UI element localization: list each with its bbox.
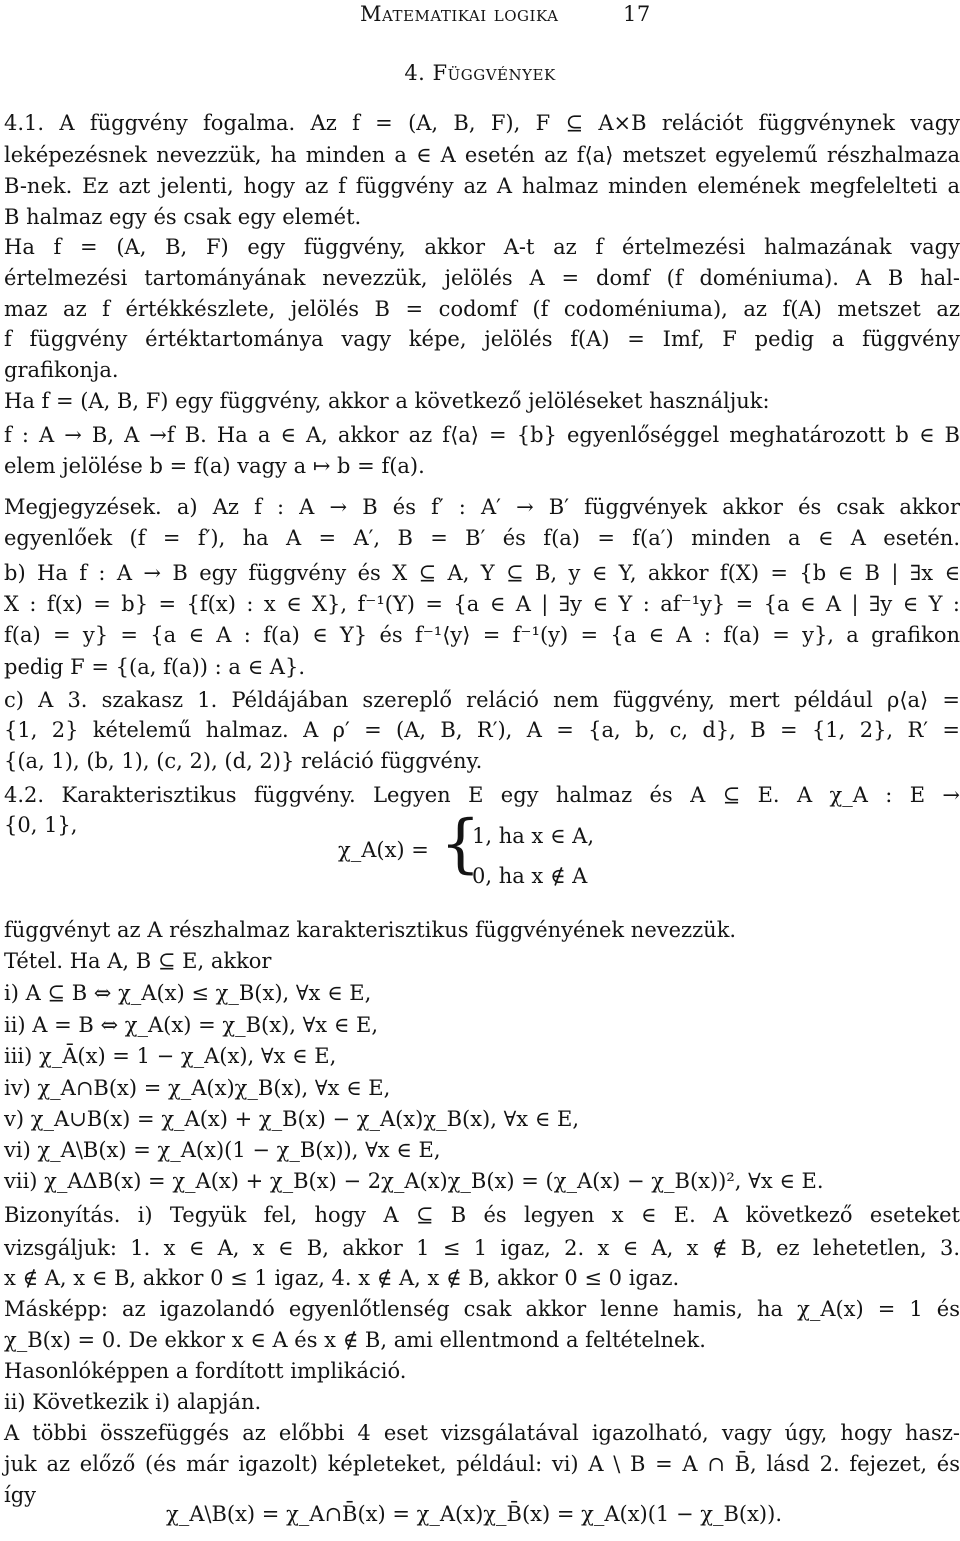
text-line: iv) χ_A∩B(x) = χ_A(x)χ_B(x), ∀x ∈ E, [4, 1076, 391, 1100]
display-formula-final: χ_A\B(x) = χ_A∩B̄(x) = χ_A(x)χ_B̄(x) = χ_A(x)(1 − χ_B(x)). [166, 1502, 782, 1526]
text-line: Tétel. Ha A, B ⊆ E, akkor [4, 949, 272, 973]
text-line: juk az előző (és már igazolt) képleteket, például: vi) A \ B = A ∩ B̄, lásd 2. fejezet, és [4, 1452, 960, 1476]
text-line: egyenlőek (f = f′), ha A = A′, B = B′ és f(a) = f(a′) minden a ∈ A esetén. [4, 526, 960, 550]
text-line: {1, 2} kételemű halmaz. A ρ′ = (A, B, R′), A = {a, b, c, d}, B = {1, 2}, R′ = [4, 718, 960, 742]
text-line: iii) χ_Ā(x) = 1 − χ_A(x), ∀x ∈ E, [4, 1044, 337, 1068]
text-line: leképezésnek nevezzük, ha minden a ∈ A esetén az f⟨a⟩ metszet egyelemű részhalmaza [4, 143, 960, 167]
text-line: Bizonyítás. i) Tegyük fel, hogy A ⊆ B és legyen x ∈ E. A következő eseteket [4, 1203, 960, 1227]
text-line: ii) Következik i) alapján. [4, 1390, 262, 1414]
text-line: c) A 3. szakasz 1. Példájában szereplő reláció nem függvény, mert például ρ⟨a⟩ = [4, 688, 960, 712]
text-line: pedig F = {(a, f(a)) : a ∈ A}. [4, 655, 306, 679]
text-line: A többi összefüggés az előbbi 4 eset vizsgálatával igazolható, vagy úgy, hogy hasz- [4, 1421, 960, 1445]
text-line: {(a, 1), (b, 1), (c, 2), (d, 2)} reláció függvény. [4, 749, 483, 773]
text-line: grafikonja. [4, 358, 119, 382]
cases-brace: { [440, 807, 481, 881]
text-line: χ_B(x) = 0. De ekkor x ∈ A és x ∉ B, ami ellentmond a feltételnek. [4, 1328, 706, 1352]
text-line: vii) χ_AΔB(x) = χ_A(x) + χ_B(x) − 2χ_A(x)χ_B(x) = (χ_A(x) − χ_B(x))², ∀x ∈ E. [4, 1169, 824, 1193]
text-line: v) χ_A∪B(x) = χ_A(x) + χ_B(x) − χ_A(x)χ_B(x), ∀x ∈ E, [4, 1107, 579, 1131]
text-line: Másképp: az igazolandó egyenlőtlenség csak akkor lenne hamis, ha χ_A(x) = 1 és [4, 1297, 960, 1321]
text-line: elem jelölése b = f(a) vagy a ↦ b = f(a). [4, 454, 425, 478]
text-line: vi) χ_A\B(x) = χ_A(x)(1 − χ_B(x)), ∀x ∈ E, [4, 1138, 441, 1162]
display-formula-case-1: 1, ha x ∈ A, [472, 824, 595, 848]
display-formula-case-2: 0, ha x ∉ A [472, 864, 588, 888]
text-line: függvényt az A részhalmaz karakterisztikus függvényének nevezzük. [4, 918, 737, 942]
text-line: 4.1. A függvény fogalma. Az f = (A, B, F), F ⊆ A×B relációt függvénynek vagy [4, 111, 960, 135]
text-line: i) A ⊆ B ⇔ χ_A(x) ≤ χ_B(x), ∀x ∈ E, [4, 981, 372, 1005]
text-line: B-nek. Ez azt jelenti, hogy az f függvény az A halmaz minden elemének megfelelteti a [4, 174, 960, 198]
display-formula-lhs: χ_A(x) = [338, 838, 429, 862]
running-header [360, 0, 960, 28]
text-line: vizsgáljuk: 1. x ∈ A, x ∈ B, akkor 1 ≤ 1 igaz, 2. x ∈ A, x ∉ B, ez lehetetlen, 3. [4, 1236, 960, 1260]
running-title: Matematikai logika [360, 2, 559, 26]
text-line: b) Ha f : A → B egy függvény és X ⊆ A, Y ⊆ B, y ∈ Y, akkor f(X) = {b ∈ B | ∃x ∈ [4, 561, 960, 585]
text-line: f(a) = y} = {a ∈ A : f(a) ∈ Y} és f⁻¹⟨y⟩ = f⁻¹(y) = {a ∈ A : f(a) = y}, a grafikon [4, 623, 960, 647]
text-line: ii) A = B ⇔ χ_A(x) = χ_B(x), ∀x ∈ E, [4, 1013, 379, 1037]
text-line: Ha f = (A, B, F) egy függvény, akkor A-t az f értelmezési halmazának vagy [4, 235, 960, 259]
text-line: értelmezési tartományának nevezzük, jelölés A = domf (f doméniuma). A B hal- [4, 266, 960, 290]
text-line: 4.2. Karakterisztikus függvény. Legyen E egy halmaz és A ⊆ E. A χ_A : E → [4, 783, 960, 807]
text-line: X : f(x) = b} = {f(x) : x ∈ X}, f⁻¹(Y) = {a ∈ A | ∃y ∈ Y : af⁻¹y} = {a ∈ A | ∃y ∈ Y : [4, 592, 960, 616]
page-number: 17 [623, 2, 651, 26]
text-line: f : A → B, A →f B. Ha a ∈ A, akkor az f⟨a⟩ = {b} egyenlőséggel meghatározott b ∈ B [4, 423, 960, 447]
text-line: így [4, 1483, 37, 1507]
text-line: B halmaz egy és csak egy elemét. [4, 205, 362, 229]
text-line: Ha f = (A, B, F) egy függvény, akkor a következő jelöléseket használjuk: [4, 389, 770, 413]
text-line: Megjegyzések. a) Az f : A → B és f′ : A′ → B′ függvények akkor és csak akkor [4, 495, 960, 519]
section-heading: 4. Függvények [404, 61, 556, 85]
text-line: x ∉ A, x ∈ B, akkor 0 ≤ 1 igaz, 4. x ∉ A, x ∉ B, akkor 0 ≤ 0 igaz. [4, 1266, 680, 1290]
text-line: maz az f értékkészlete, jelölés B = codomf (f codoméniuma), az f(A) metszet az [4, 297, 960, 321]
text-line: f függvény értéktartománya vagy képe, jelölés f(A) = Imf, F pedig a függvény [4, 327, 960, 351]
text-line: Hasonlóképpen a fordított implikáció. [4, 1359, 407, 1383]
text-line: {0, 1}, [4, 813, 78, 837]
